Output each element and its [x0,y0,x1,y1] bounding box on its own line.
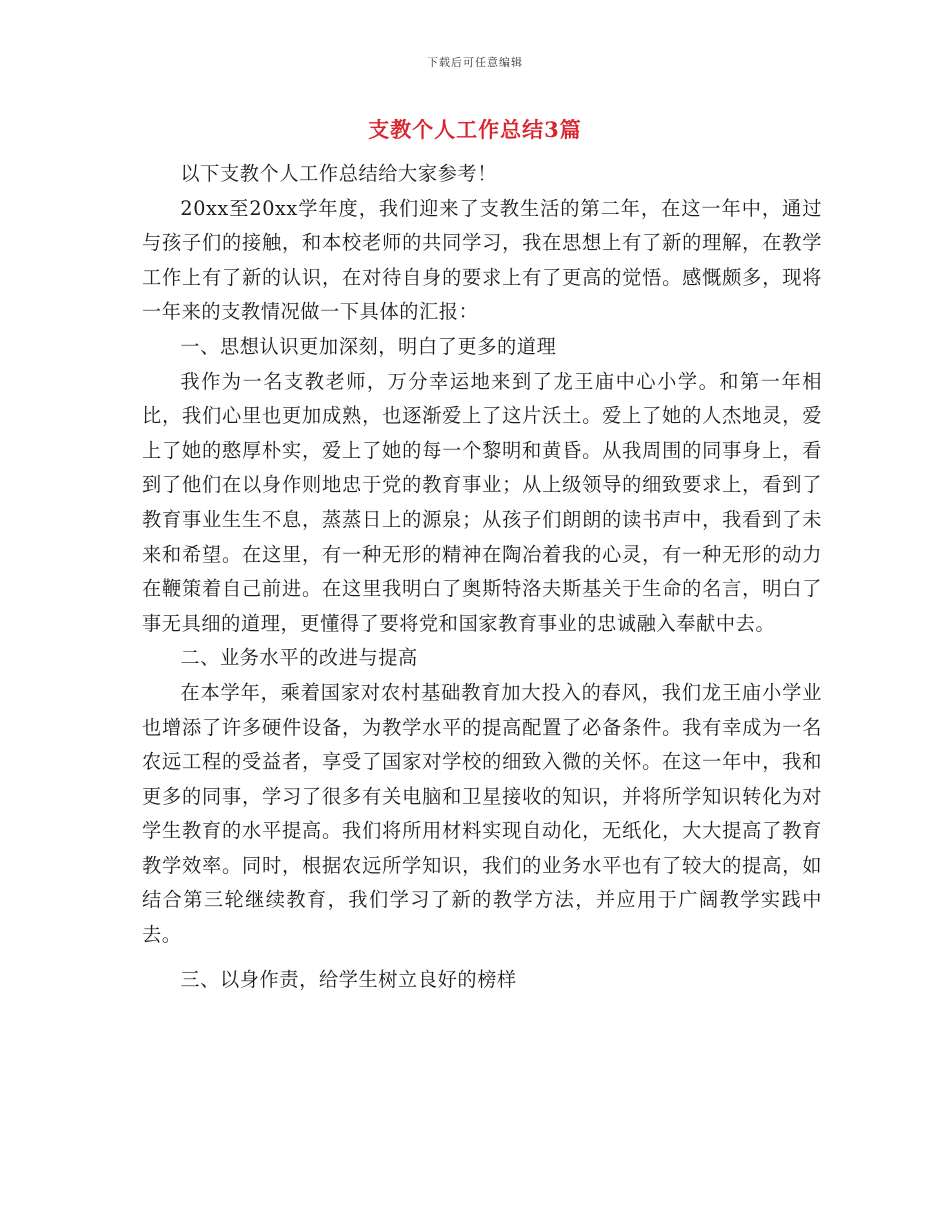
document-body [142,157,822,997]
section-2-text: 在本学年，乘着国家对农村基础教育加大投入的春风，我们龙王庙小学业也增添了许多硬件设备，为教学水平的提高配置了必备条件。我有幸成为一名农远工程的受益者，享受了国家对学校的细致入微的关怀。在这一年中，我和更多的同事，学习了很多有关电脑和卫星接收的知识，并将所学知识转化为对学生教育的水平提高。我们将所用材料实现自动化，无纸化，大大提高了教育教学效率。同时，根据农远所学知识，我们的业务水平也有了较大的提高，如结合第三轮继续教育，我们学习了新的教学方法，并应用于广阔教学实践中去。 [142,680,822,947]
intro-paragraph: 以下支教个人工作总结给大家参考！ [180,162,497,185]
document-title: 支教个人工作总结3篇 [368,117,582,142]
paragraph-1: 20xx至20xx学年度，我们迎来了支教生活的第二年，在这一年中，通过与孩子们的接触，和本校老师的共同学习，我在思想上有了新的理解，在教学工作上有了新的认识，在对待自身的要求上有了更高的觉悟。感慨颇多，现将一年来的支教情况做一下具体的汇报： [142,196,822,324]
section-1-text: 我作为一名支教老师，万分幸运地来到了龙王庙中心小学。和第一年相比，我们心里也更加成熟，也逐渐爱上了这片沃土。爱上了她的人杰地灵，爱上了她的憨厚朴实，爱上了她的每一个黎明和黄昏。从我周围的同事身上，看到了他们在以身作则地忠于党的教育事业；从上级领导的细致要求上，看到了教育事业生生不息，蒸蒸日上的源泉；从孩子们朗朗的读书声中，我看到了未来和希望。在这里，有一种无形的精神在陶冶着我的心灵，有一种无形的动力在鞭策着自己前进。在这里我明白了奥斯特洛夫斯基关于生命的名言，明白了事无具细的道理，更懂得了要将党和国家教育事业的忠诚融入奉献中去。 [142,369,822,635]
page-header-note: 下载后可任意编辑 [427,56,523,69]
section-3-heading: 三、以身作责，给学生树立良好的榜样 [180,967,517,991]
section-1-heading: 一、思想认识更加深刻，明白了更多的道理 [180,334,557,358]
section-2-heading: 二、业务水平的改进与提高 [180,646,418,670]
